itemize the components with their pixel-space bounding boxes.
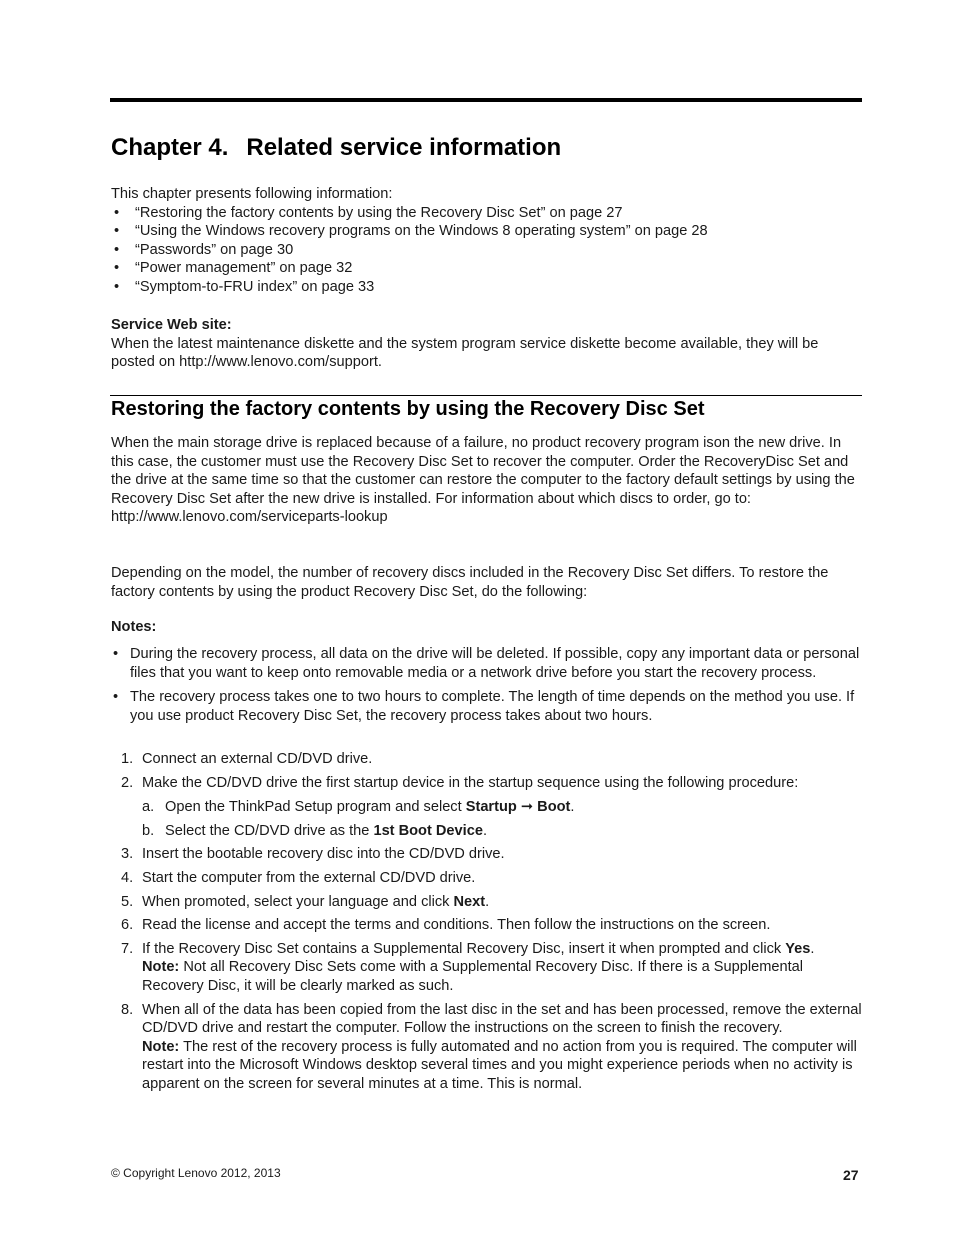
- substeps-list: [142, 798, 865, 840]
- chapter-title: [111, 134, 561, 162]
- intro-link-restoring[interactable]: • “Restoring the factory contents by using the Recovery Disc Set” on page 27: [111, 204, 863, 223]
- menu-boot: Boot: [537, 799, 571, 816]
- footer-copyright: © Copyright Lenovo 2012, 2013: [111, 1166, 281, 1180]
- step-note: [142, 958, 865, 995]
- step-number: 7.: [121, 940, 134, 957]
- step-text: Start the computer from the external CD/DVD drive.: [142, 869, 476, 886]
- substep-punct: .: [482, 822, 488, 839]
- intro-list: [111, 204, 863, 297]
- intro-link-passwords[interactable]: • “Passwords” on page 30: [111, 241, 863, 260]
- substep-b: [142, 822, 865, 841]
- step-5: [111, 893, 865, 912]
- step-text: If the Recovery Disc Set contains a Supplemental Recovery Disc, insert it when prompted and click: [142, 940, 786, 957]
- step-number: 1.: [121, 751, 134, 767]
- chapter-number: Chapter 4.: [111, 134, 229, 161]
- section-title: Restoring the factory contents by using the Recovery Disc Set: [111, 398, 705, 420]
- step-text: Insert the bootable recovery disc into the CD/DVD drive.: [142, 846, 505, 863]
- step-punct: .: [810, 940, 815, 957]
- step-number: 4.: [121, 869, 134, 886]
- step-note: [142, 1038, 865, 1094]
- notes-list: [111, 645, 865, 725]
- chapter-top-rule: [110, 98, 862, 102]
- steps-list: [111, 750, 865, 1094]
- step-4: [111, 869, 865, 888]
- note-label: Note:: [142, 1038, 180, 1055]
- step-number: 5.: [121, 893, 134, 910]
- step-text: When promoted, select your language and click: [142, 893, 454, 910]
- step-3: [111, 845, 865, 864]
- intro-link-power-management[interactable]: • “Power management” on page 32: [111, 259, 863, 278]
- intro-link-symptom-to-fru[interactable]: • “Symptom-to-FRU index” on page 33: [111, 278, 863, 297]
- step-1: [111, 750, 865, 769]
- service-web-text: When the latest maintenance diskette and the system program service diskette become available, they will be posted on http://www.lenovo.com/support.: [111, 335, 819, 371]
- step-number: 2.: [121, 774, 134, 791]
- chapter-name: Related service information: [246, 134, 562, 161]
- serviceparts-url[interactable]: http://www.lenovo.com/serviceparts-lookup: [111, 509, 388, 526]
- substep-a: [142, 798, 865, 817]
- section-top-rule: [110, 395, 862, 396]
- step-number: 8.: [121, 1001, 134, 1018]
- menu-startup: Startup: [465, 799, 517, 816]
- intro-lead: This chapter presents following information:: [111, 186, 393, 202]
- note-text: Not all Recovery Disc Sets come with a Supplemental Recovery Disc. If there is a Supplemental Recovery Disc, it will be clearly marked as such.: [142, 959, 804, 994]
- substep-letter: b.: [142, 822, 155, 839]
- next-label: Next: [453, 893, 486, 910]
- service-web-block: [111, 316, 841, 372]
- step-text: Read the license and accept the terms and conditions. Then follow the instructions on the screen.: [142, 917, 771, 934]
- intro-block: [111, 185, 863, 297]
- step-7: [111, 940, 865, 996]
- page-number: 27: [843, 1167, 859, 1183]
- section-para1-block: [111, 434, 863, 527]
- notes-block: [111, 645, 865, 731]
- step-2: [111, 774, 865, 841]
- step-number: 6.: [121, 917, 134, 934]
- first-boot-device-label: 1st Boot Device: [373, 822, 483, 839]
- intro-link-windows-recovery[interactable]: • “Using the Windows recovery programs on the Windows 8 operating system” on page 28: [111, 222, 863, 241]
- substep-text: Select the CD/DVD drive as the: [165, 822, 374, 839]
- step-punct: .: [485, 893, 490, 910]
- note-text: The rest of the recovery process is fully automated and no action from you is required. The computer will restart into the Microsoft Windows desktop several times and you might experience periods when no activity is apparent on the screen for several minutes at a time. This is normal.: [142, 1038, 857, 1092]
- note-item: • The recovery process takes one to two hours to complete. The length of time depends on the method you use. If you use product Recovery Disc Set, the recovery process takes about two hours.: [111, 688, 865, 725]
- step-8: [111, 1001, 865, 1094]
- substep-letter: a.: [142, 799, 155, 816]
- step-text: Connect an external CD/DVD drive.: [142, 751, 373, 767]
- arrow-right-icon: ➞: [520, 799, 534, 816]
- step-text: Make the CD/DVD drive the first startup device in the startup sequence using the following procedure:: [142, 774, 799, 791]
- step-text: When all of the data has been copied from the last disc in the set and has been processed, remove the external CD/DVD drive and restart the computer. Follow the instructions on the screen to finish the recovery.: [142, 1001, 862, 1037]
- yes-label: Yes: [785, 940, 811, 957]
- substep-punct: .: [570, 799, 575, 816]
- notes-heading-block: [111, 618, 863, 637]
- service-web-heading: Service Web site:: [111, 317, 232, 333]
- steps-block: [111, 750, 865, 1099]
- step-number: 3.: [121, 846, 134, 863]
- section-para2-block: [111, 564, 863, 601]
- notes-heading: Notes:: [111, 619, 157, 635]
- note-item: • During the recovery process, all data on the drive will be deleted. If possible, copy any important data or personal files that you want to keep onto removable media or a network drive before you start the recovery process.: [111, 645, 865, 682]
- note-label: Note:: [142, 959, 180, 976]
- section-para2: Depending on the model, the number of recovery discs included in the Recovery Disc Set differs. To restore the factory contents by using the product Recovery Disc Set, do the following:: [111, 565, 829, 600]
- step-6: [111, 916, 865, 935]
- section-para1: When the main storage drive is replaced because of a failure, no product recovery program ison the new drive. In this case, the customer must use the Recovery Disc Set to recover the computer. Order the RecoveryDisc Set and the drive at the same time so that the customer can restore the computer to the factory default settings by using the Recovery Disc Set after the new drive is installed. For information about which discs to order, go to:: [111, 435, 855, 507]
- substep-text: Open the ThinkPad Setup program and select: [165, 799, 466, 816]
